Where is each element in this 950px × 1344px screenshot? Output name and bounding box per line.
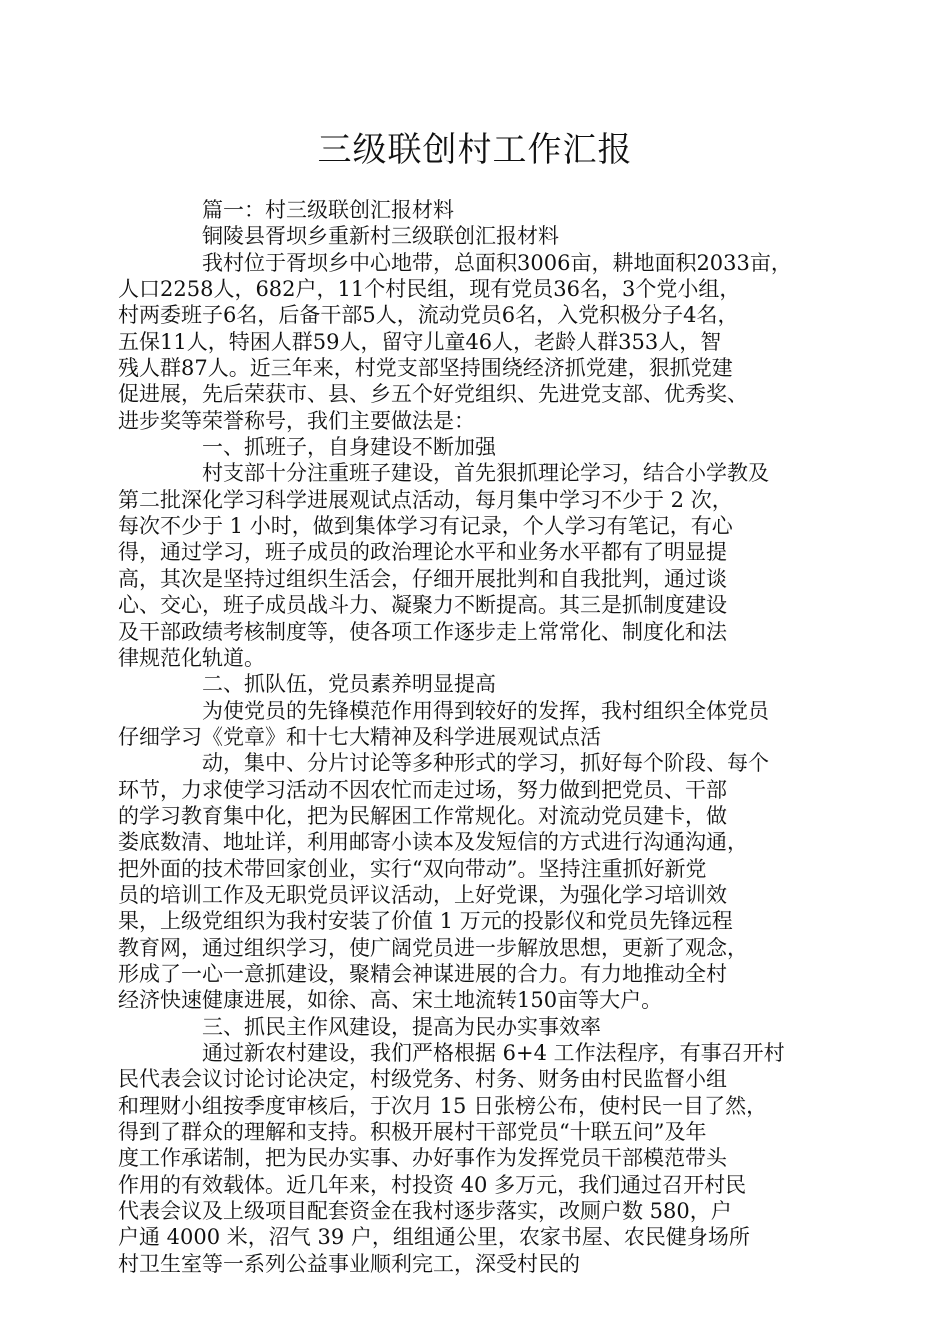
text-line: 律规范化轨道。 xyxy=(118,645,265,670)
text-line: 通过新农村建设，我们严格根据 6+4 工作法程序，有事召开村 xyxy=(202,1041,785,1065)
text-line: 和理财小组按季度审核后，于次月 15 日张榜公布，使村民一目了然， xyxy=(118,1093,768,1118)
text-line: 心、交心，班子成员战斗力、凝聚力不断提高。其三是抓制度建设 xyxy=(118,593,727,618)
text-line: 每次不少于 1 小时，做到集体学习有记录，个人学习有笔记，有心 xyxy=(118,514,733,539)
text-line: 环节，力求使学习活动不因农忙而走过场，努力做到把党员、干部 xyxy=(118,777,727,802)
text-line: 动，集中、分片讨论等多种形式的学习，抓好每个阶段、每个 xyxy=(202,751,769,776)
text-line: 篇一：村三级联创汇报材料 xyxy=(202,198,454,222)
text-line: 高，其次是坚持过组织生活会，仔细开展批判和自我批判，通过谈 xyxy=(118,566,727,591)
text-line: 户通 4000 米，沼气 39 户，组组通公里，农家书屋、农民健身场所 xyxy=(118,1225,750,1250)
text-line: 村卫生室等一系列公益事业顺利完工，深受村民的 xyxy=(118,1251,580,1276)
text-line: 的学习教育集中化，把为民解困工作常规化。对流动党员建卡，做 xyxy=(118,803,727,828)
text-line: 残人群87人。近三年来，村党支部坚持围绕经济抓党建，狠抓党建 xyxy=(118,356,733,381)
text-line: 仔细学习《党章》和十七大精神及科学进展观试点活 xyxy=(118,724,601,749)
text-line: 员的培训工作及无职党员评议活动，上好党课，为强化学习培训效 xyxy=(118,882,727,907)
text-line: 把外面的技术带回家创业，实行“双向带动”。坚持注重抓好新党 xyxy=(118,856,707,881)
text-line: 村两委班子6名，后备干部5人，流动党员6名，入党积极分子4名， xyxy=(118,303,739,328)
document-body xyxy=(118,197,832,1277)
text-line: 教育网，通过组织学习，使广阔党员进一步解放思想，更新了观念， xyxy=(118,935,748,960)
text-line: 促进展，先后荣获市、县、乡五个好党组织、先进党支部、优秀奖、 xyxy=(118,382,748,407)
text-line: 形成了一心一意抓建设，聚精会神谋进展的合力。有力地推动全村 xyxy=(118,961,727,986)
text-line: 村支部十分注重班子建设，首先狠抓理论学习，结合小学教及 xyxy=(202,461,769,486)
text-line: 民代表会议讨论讨论决定，村级党务、村务、财务由村民监督小组 xyxy=(118,1067,727,1092)
text-line: 作用的有效载体。近几年来，村投资 40 多万元，我们通过召开村民 xyxy=(118,1172,747,1197)
text-line: 三、抓民主作风建设，提高为民办实事效率 xyxy=(202,1014,601,1039)
text-line: 五保11人，特困人群59人，留守儿童46人，老龄人群353人，智 xyxy=(118,329,722,354)
text-line: 得到了群众的理解和支持。积极开展村干部党员“十联五问”及年 xyxy=(118,1120,707,1145)
text-line: 为使党员的先锋模范作用得到较好的发挥，我村组织全体党员 xyxy=(202,698,769,723)
text-line: 及干部政绩考核制度等，使各项工作逐步走上常常化、制度化和法 xyxy=(118,619,727,644)
text-line: 度工作承诺制，把为民办实事、办好事作为发挥党员干部模范带头 xyxy=(118,1146,727,1171)
text-line: 代表会议及上级项目配套资金在我村逐步落实，改厕户数 580，户 xyxy=(118,1199,732,1224)
text-line: 娄底数清、地址详，利用邮寄小读本及发短信的方式进行沟通沟通， xyxy=(118,830,748,855)
text-line: 人口2258人，682户，11个村民组，现有党员36名，3个党小组， xyxy=(118,277,741,302)
text-line: 果，上级党组织为我村安装了价值 1 万元的投影仪和党员先锋远程 xyxy=(118,909,733,934)
document-title: 三级联创村工作汇报 xyxy=(317,130,633,170)
text-line: 铜陵县胥坝乡重新村三级联创汇报材料 xyxy=(202,224,559,249)
text-line: 第二批深化学习科学进展观试点活动，每月集中学习不少于 2 次， xyxy=(118,487,733,512)
text-line: 二、抓队伍，党员素养明显提高 xyxy=(202,672,496,697)
text-line: 经济快速健康进展，如徐、高、宋土地流转150亩等大户。 xyxy=(118,988,663,1013)
text-line: 一、抓班子，自身建设不断加强 xyxy=(202,435,496,460)
text-line: 进步奖等荣誉称号，我们主要做法是： xyxy=(118,408,475,433)
text-line: 得，通过学习，班子成员的政治理论水平和业务水平都有了明显提 xyxy=(118,540,727,565)
text-line: 我村位于胥坝乡中心地带，总面积3006亩，耕地面积2033亩， xyxy=(202,250,792,275)
